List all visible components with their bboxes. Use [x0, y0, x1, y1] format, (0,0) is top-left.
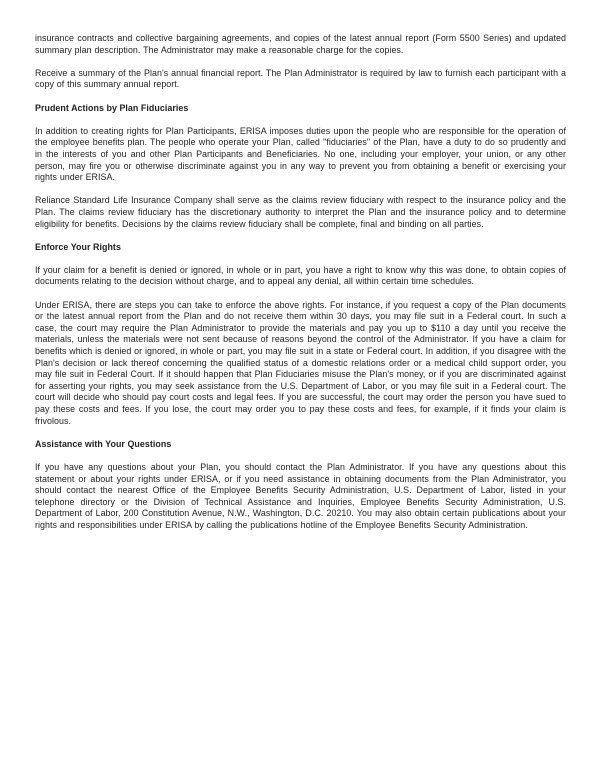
paragraph-steps-to-enforce: Under ERISA, there are steps you can take to enforce the above rights. For instance, if you request a copy of the Plan documents or the latest annual report from the Plan and do not receive them within 30 days, you may file suit in a Federal court. In such a case, the court may require the Plan Administrator to provide the materials and pay you up to $110 a day until you receive the materials, unless the materials were not sent because of reasons beyond the control of the Administrator. If you have a claim for benefits which is denied or ignored, in whole or part, you may file suit in a state or Federal court. In addition, if you disagree with the Plan's decision or lack thereof concerning the qualified status of a domestic relations order or a medical child support order, you may file suit in Federal Court. If it should happen that Plan Fiduciaries misuse the Plan's money, or if you are discriminated against for asserting your rights, you may seek assistance from the U.S. Department of Labor, or you may file suit in a Federal court. The court will decide who should pay court costs and legal fees. If you are successful, the court may order the person you have sued to pay these costs and fees. If you lose, the court may order you to pay these costs and fees, for example, if it finds your claim is frivolous. — [35, 299, 566, 426]
paragraph-erisa-duties: In addition to creating rights for Plan Participants, ERISA imposes duties upon the people who are responsible for the operation of the employee benefits plan. The people who operate your Plan, called "fiduciaries" of the Plan, have a duty to do so prudently and in the interests of you and other Plan Participants and Beneficiaries. No one, including your employer, your union, or any other person, may fire you or otherwise discriminate against you in any way to prevent you from obtaining a benefit or exercising your rights under ERISA. — [35, 125, 566, 183]
section-heading-prudent-actions: Prudent Actions by Plan Fiduciaries — [35, 102, 189, 113]
section-assistance-with-questions — [35, 439, 566, 532]
section-heading-assistance-with-questions: Assistance with Your Questions — [35, 438, 172, 449]
section-heading-enforce-your-rights: Enforce Your Rights — [35, 241, 121, 252]
paragraph-continuation: insurance contracts and collective bargaining agreements, and copies of the latest annual report (Form 5500 Series) and updated summary plan description. The Administrator may make a reasonable charge for the copies. — [35, 33, 566, 55]
paragraph-summary-annual-report: Receive a summary of the Plan's annual financial report. The Plan Administrator is required by law to furnish each participant with a copy of this summary annual report. — [35, 67, 566, 90]
paragraph-claims-review-fiduciary: Reliance Standard Life Insurance Company shall serve as the claims review fiduciary with respect to the insurance policy and the Plan. The claims review fiduciary has the discretionary authority to interpret the Plan and the insurance policy and to determine eligibility for benefits. Decisions by the claims review fiduciary shall be complete, final and binding on all parties. — [35, 195, 566, 229]
section-prudent-actions — [35, 103, 566, 231]
section-enforce-your-rights — [35, 242, 566, 428]
paragraph-claim-denied: If your claim for a benefit is denied or ignored, in whole or in part, you have a right to know why this was done, to obtain copies of documents relating to the decision without charge, and to appeal any denial, all within certain time schedules. — [35, 264, 566, 287]
paragraph-contact-administrator: If you have any questions about your Plan, you should contact the Plan Administrator. If you have any questions about this statement or about your rights under ERISA, or if you need assistance in obtaining documents from the Plan Administrator, you should contact the nearest Office of the Employee Benefits Security Administration, U.S. Department of Labor, listed in your telephone directory or the Division of Technical Assistance and Inquiries, Employee Benefits Security Administration, U.S. Department of Labor, 200 Constitution Avenue, N.W., Washington, D.C. 20210. You may also obtain certain publications about your rights and responsibilities under ERISA by calling the publications hotline of the Employee Benefits Security Administration. — [35, 461, 566, 530]
